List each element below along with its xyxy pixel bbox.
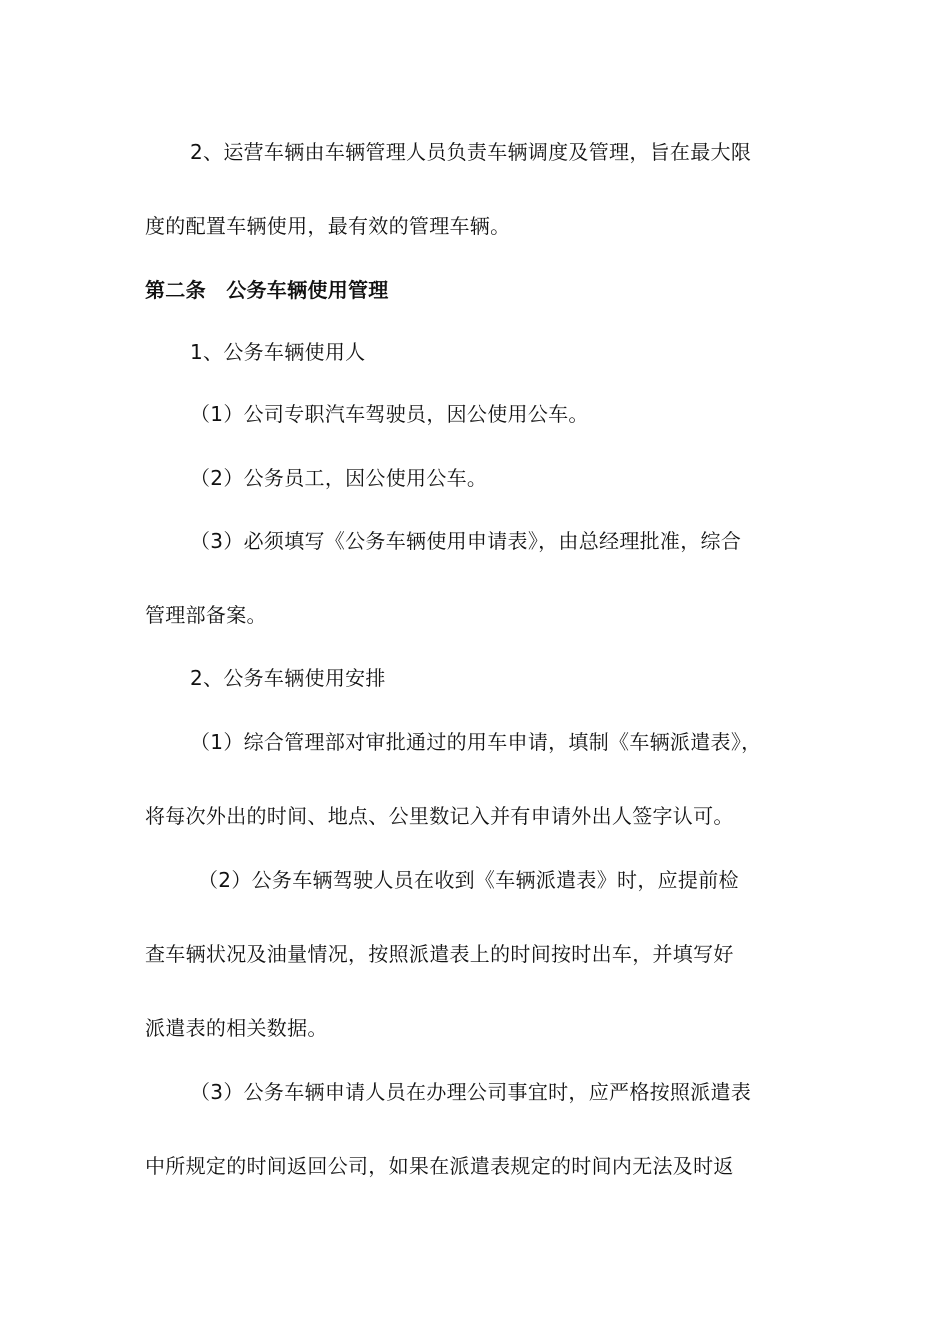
paragraph-line: 度的配置车辆使用，最有效的管理车辆。 xyxy=(145,214,511,238)
paragraph-line: 查车辆状况及油量情况，按照派遣表上的时间按时出车，并填写好 xyxy=(145,942,734,966)
list-item: （3）公务车辆申请人员在办理公司事宜时，应严格按照派遣表 xyxy=(190,1080,752,1104)
list-item: （2）公务员工，因公使用公车。 xyxy=(190,466,488,490)
list-item: （1）综合管理部对审批通过的用车申请，填制《车辆派遣表》， xyxy=(190,730,762,754)
paragraph-line: 2、运营车辆由车辆管理人员负责车辆调度及管理，旨在最大限 xyxy=(190,140,752,164)
section-heading: 第二条 公务车辆使用管理 xyxy=(145,278,389,302)
list-item: （1）公司专职汽车驾驶员，因公使用公车。 xyxy=(190,402,589,426)
paragraph-line: 派遣表的相关数据。 xyxy=(145,1016,328,1040)
list-item: （2）公务车辆驾驶人员在收到《车辆派遣表》时，应提前检 xyxy=(198,868,739,892)
paragraph-line: 中所规定的时间返回公司，如果在派遣表规定的时间内无法及时返 xyxy=(145,1154,734,1178)
subsection-heading: 2、公务车辆使用安排 xyxy=(190,666,386,690)
paragraph-line: 管理部备案。 xyxy=(145,603,267,627)
list-item: （3）必须填写《公务车辆使用申请表》，由总经理批准，综合 xyxy=(190,529,742,553)
subsection-heading: 1、公务车辆使用人 xyxy=(190,340,366,364)
paragraph-line: 将每次外出的时间、地点、公里数记入并有申请外出人签字认可。 xyxy=(145,804,734,828)
